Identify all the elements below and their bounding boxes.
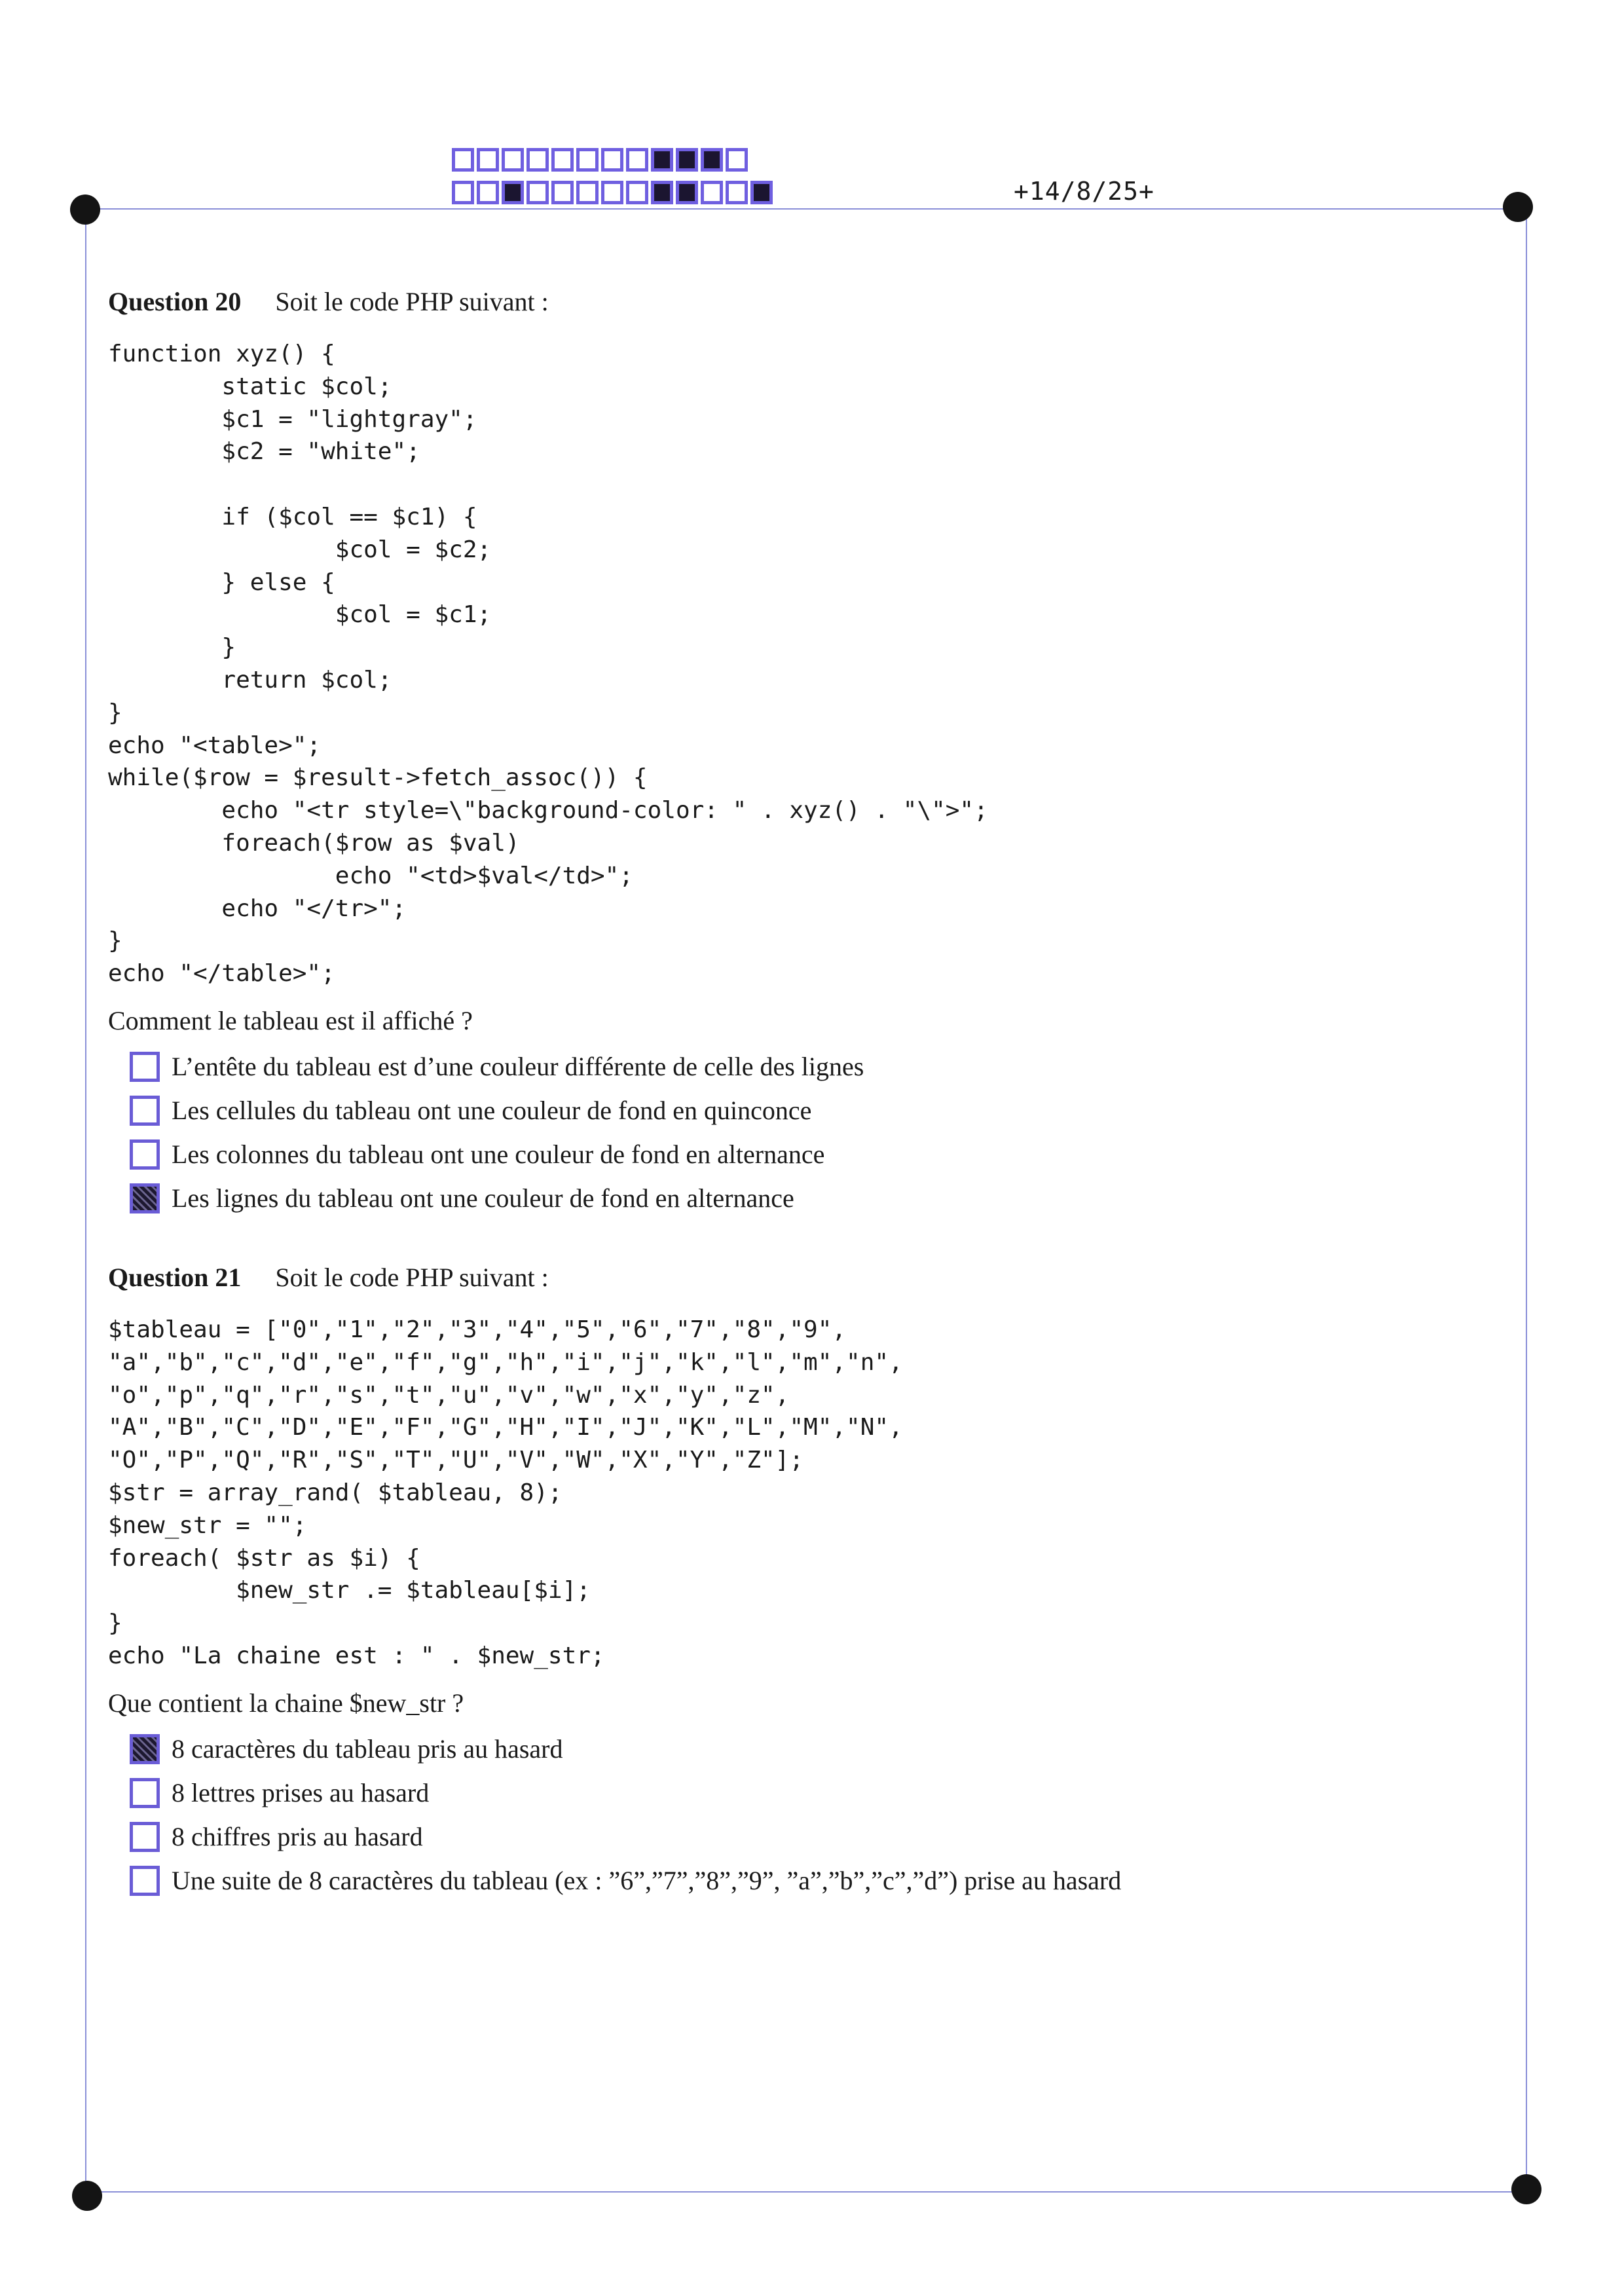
barcode-cell	[526, 148, 549, 172]
answer-label: Une suite de 8 caractères du tableau (ex : ”6”,”7”,”8”,”9”, ”a”,”b”,”c”,”d”) prise au hasard	[172, 1866, 1122, 1896]
barcode-cell	[477, 148, 499, 172]
corner-mark-top-right	[1503, 192, 1533, 222]
answer-label: L’entête du tableau est d’une couleur différente de celle des lignes	[172, 1052, 864, 1082]
question-intro: Soit le code PHP suivant :	[275, 1263, 549, 1292]
barcode-cell	[452, 181, 474, 204]
question-intro: Soit le code PHP suivant :	[275, 287, 549, 316]
barcode-cell	[750, 181, 773, 204]
barcode-cell	[601, 148, 623, 172]
checkbox[interactable]	[130, 1052, 160, 1082]
checkbox[interactable]	[130, 1096, 160, 1126]
answer-list	[108, 1728, 1483, 1903]
answer-label: 8 caractères du tableau pris au hasard	[172, 1734, 563, 1764]
corner-mark-bottom-right	[1511, 2174, 1541, 2204]
barcode-cell	[452, 148, 474, 172]
checkbox[interactable]	[130, 1139, 160, 1170]
corner-mark-top-left	[70, 194, 100, 225]
barcode-cell	[601, 181, 623, 204]
code-block: function xyz() { static $col; $c1 = "lightgray"; $c2 = "white"; if ($col == $c1) { $col = $c2; } else { $col = $c1; } return $col; } echo "<table>"; while($row = $result->fetch_assoc()) { echo "<tr style=\"background-color: " . xyz() . "\">"; foreach($row as $val) echo "<td>$val</td>"; echo "</tr>"; } echo "</table>";	[108, 341, 988, 988]
barcode-cell	[651, 181, 673, 204]
question-header	[108, 1261, 1483, 1294]
answer-option[interactable]	[108, 1045, 1483, 1089]
barcode-cell	[701, 148, 723, 172]
question-prompt: Que contient la chaine $new_str ?	[108, 1688, 464, 1718]
question-label: Question 20	[108, 287, 242, 316]
barcode-cell	[576, 148, 599, 172]
answer-option[interactable]	[108, 1177, 1483, 1221]
barcode-cell	[676, 181, 698, 204]
answer-option[interactable]	[108, 1728, 1483, 1771]
barcode-cell	[651, 148, 673, 172]
checkbox[interactable]	[130, 1866, 160, 1896]
page-id: +14/8/25+	[1014, 177, 1154, 206]
barcode-cell	[726, 148, 748, 172]
code-block: $tableau = ["0","1","2","3","4","5","6","7","8","9", "a","b","c","d","e","f","g","h","i","j","k","l","m","n", "o","p","q","r","s","t","u","v","w","x","y","z", "A","B","C","D","E","F","G","H","I","J","K","L","M","N", "O","P","Q","R","S","T","U","V","W","X","Y","Z"]; $str = array_rand( $tableau, 8); $new_str = ""; foreach( $str as $i) { $new_str .= $tableau[$i]; } echo "La chaine est : " . $new_str;	[108, 1316, 903, 1669]
answer-label: 8 lettres prises au hasard	[172, 1778, 430, 1808]
barcode-cell	[551, 181, 574, 204]
answer-label: 8 chiffres pris au hasard	[172, 1822, 423, 1852]
barcode-cell	[626, 181, 648, 204]
barcode-top	[452, 148, 748, 172]
answer-option[interactable]	[108, 1133, 1483, 1177]
answer-label: Les cellules du tableau ont une couleur de fond en quinconce	[172, 1096, 812, 1126]
question-prompt: Comment le tableau est il affiché ?	[108, 1005, 473, 1035]
question-20	[108, 286, 1483, 1221]
barcode-cell	[477, 181, 499, 204]
answer-list	[108, 1045, 1483, 1221]
barcode-cell	[502, 181, 524, 204]
answer-label: Les colonnes du tableau ont une couleur de fond en alternance	[172, 1139, 825, 1170]
answer-label: Les lignes du tableau ont une couleur de fond en alternance	[172, 1183, 794, 1213]
barcode-cell	[576, 181, 599, 204]
barcode-cell	[701, 181, 723, 204]
checkbox-checked[interactable]	[130, 1183, 160, 1213]
barcode-bottom	[452, 181, 773, 204]
answer-option[interactable]	[108, 1771, 1483, 1815]
checkbox-checked[interactable]	[130, 1734, 160, 1764]
barcode-cell	[726, 181, 748, 204]
corner-mark-bottom-left	[72, 2181, 102, 2211]
checkbox[interactable]	[130, 1822, 160, 1852]
question-21	[108, 1261, 1483, 1903]
barcode-cell	[502, 148, 524, 172]
barcode-cell	[626, 148, 648, 172]
answer-option[interactable]	[108, 1815, 1483, 1859]
barcode-cell	[526, 181, 549, 204]
answer-option[interactable]	[108, 1089, 1483, 1133]
question-header	[108, 286, 1483, 318]
barcode-cell	[551, 148, 574, 172]
answer-option[interactable]	[108, 1859, 1483, 1903]
barcode-cell	[676, 148, 698, 172]
checkbox[interactable]	[130, 1778, 160, 1808]
question-label: Question 21	[108, 1263, 242, 1292]
